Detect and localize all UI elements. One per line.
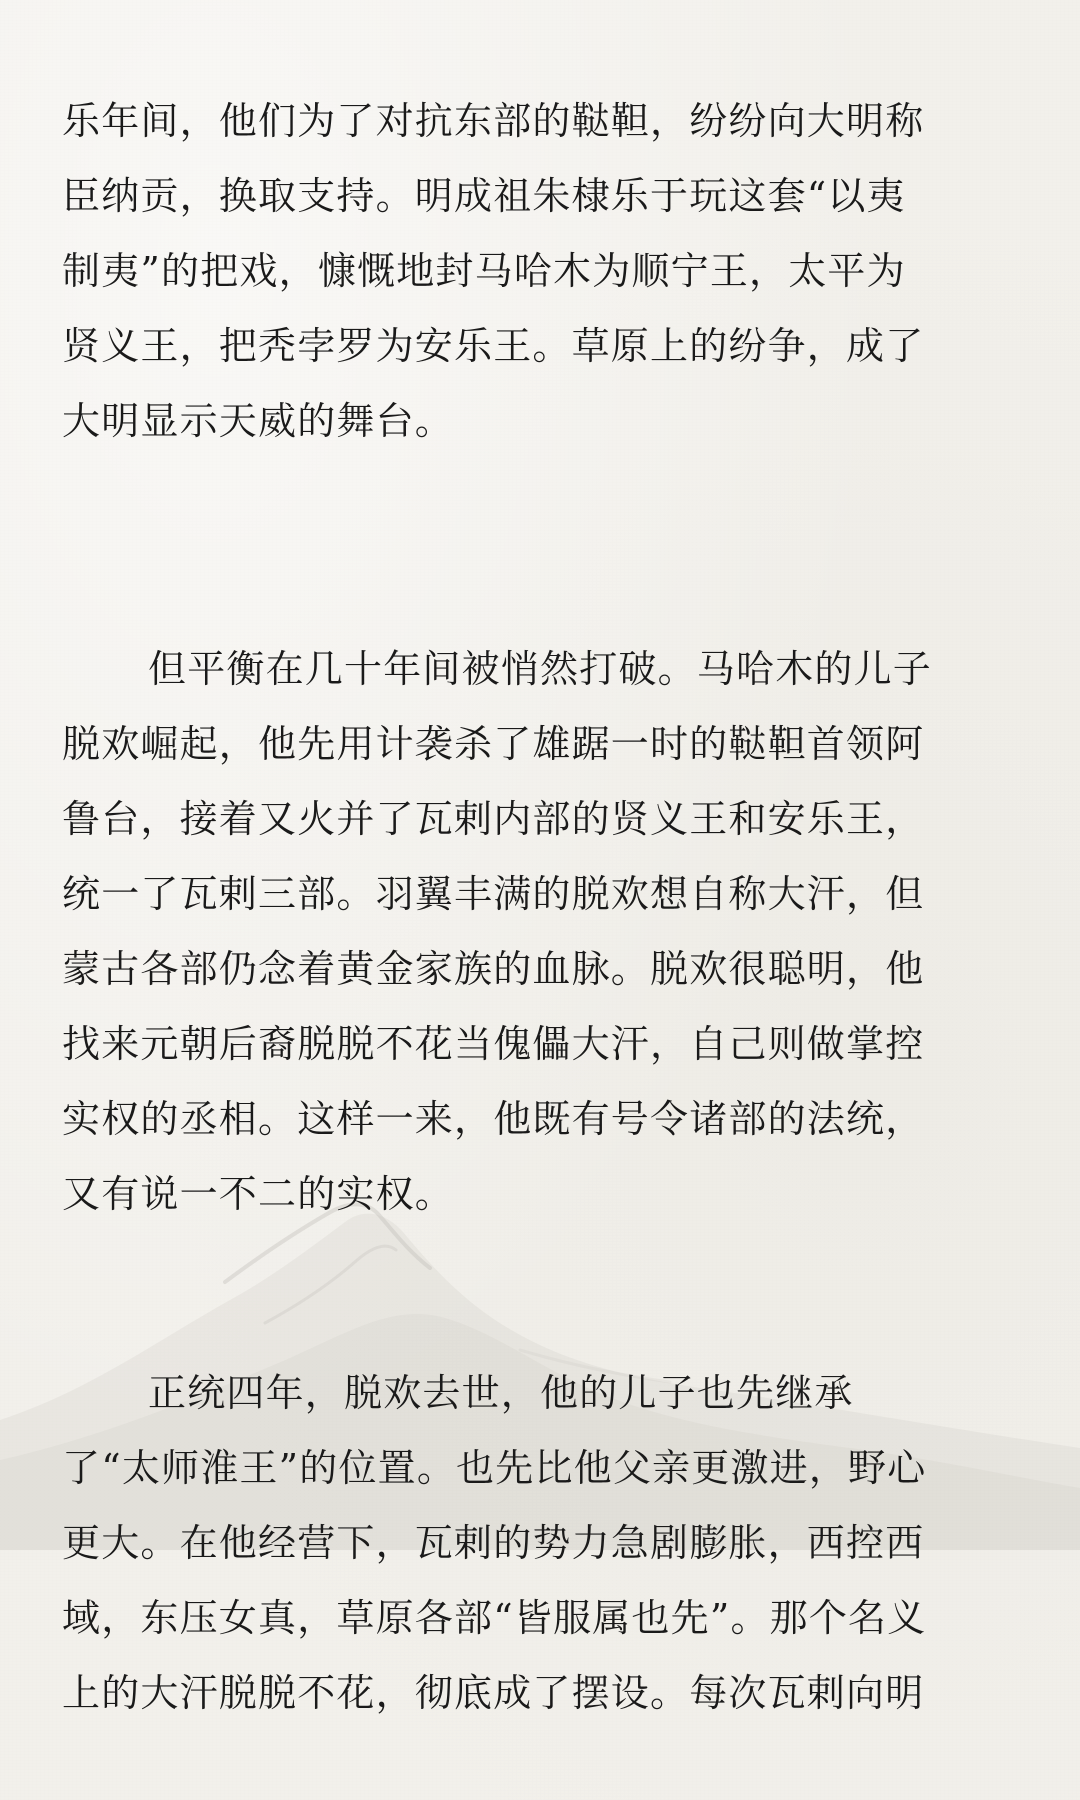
paragraph-line: 脱欢崛起，他先用计袭杀了雄踞一时的鞑靼首领阿 (62, 722, 925, 766)
paragraph-line: 但平衡在几十年间被悄然打破。马哈木的儿子 (148, 647, 933, 691)
paragraph-line: 正统四年，脱欢去世，他的儿子也先继承 (148, 1371, 854, 1415)
paragraph-line: 制夷”的把戏，慷慨地封马哈木为顺宁王，太平为 (62, 249, 906, 293)
paragraph-line: 更大。在他经营下，瓦剌的势力急剧膨胀，西控西 (62, 1521, 925, 1565)
paragraph-1 (62, 84, 924, 459)
paragraph-line: 找来元朝后裔脱脱不花当傀儡大汗，自己则做掌控 (62, 1022, 925, 1066)
paragraph-line: 乐年间，他们为了对抗东部的鞑靼，纷纷向大明称 (62, 99, 925, 143)
paragraph-line: 实权的丞相。这样一来，他既有号令诸部的法统， (62, 1097, 925, 1141)
paragraph-line: 域，东压女真，草原各部“皆服属也先”。那个名义 (62, 1596, 927, 1640)
paragraph-line: 蒙古各部仍念着黄金家族的血脉。脱欢很聪明，他 (62, 947, 925, 991)
paragraph-3 (62, 1356, 926, 1731)
paragraph-line: 臣纳贡，换取支持。明成祖朱棣乐于玩这套“以夷 (62, 174, 906, 218)
paragraph-line: 大明显示天威的舞台。 (62, 399, 455, 443)
paragraph-line: 又有说一不二的实权。 (62, 1172, 455, 1216)
paragraph-line: 了“太师淮王”的位置。也先比他父亲更激进，野心 (62, 1446, 927, 1490)
paragraph-line: 贤义王，把秃孛罗为安乐王。草原上的纷争，成了 (62, 324, 925, 368)
paragraph-line: 鲁台，接着又火并了瓦剌内部的贤义王和安乐王， (62, 797, 925, 841)
paragraph-line: 统一了瓦剌三部。羽翼丰满的脱欢想自称大汗，但 (62, 872, 925, 916)
paragraph-line: 上的大汗脱脱不花，彻底成了摆设。每次瓦剌向明 (62, 1671, 925, 1715)
paragraph-2 (62, 632, 932, 1232)
